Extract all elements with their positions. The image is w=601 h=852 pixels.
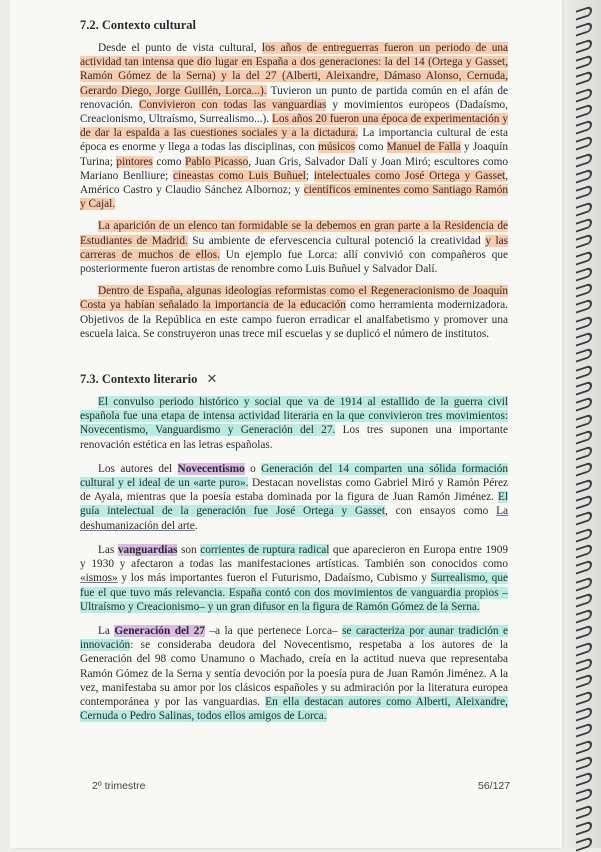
- spiral-coil: [576, 723, 592, 738]
- spiral-coil: [576, 657, 592, 672]
- spiral-coil: [576, 560, 592, 575]
- paragraph: [80, 284, 508, 341]
- spiral-coil: [576, 576, 592, 591]
- text-run: Destacan novelistas como Gabriel Miró y Ramón Pérez de Ayala, mientras que la poesía estaba dominada por la figura de Juan Ramón Jiménez.: [80, 477, 509, 504]
- spiral-coil: [576, 364, 592, 379]
- text-run: y Joaquín Turina;: [80, 141, 508, 168]
- text-run: como: [152, 155, 186, 168]
- teal-highlight: corrientes de ruptura radical: [200, 543, 330, 556]
- spiral-coil: [576, 331, 592, 346]
- spiral-coil: [576, 429, 592, 444]
- spiral-coil: [576, 771, 592, 786]
- spiral-coil: [576, 201, 592, 216]
- paragraph: [80, 395, 508, 452]
- spiral-coil: [576, 5, 592, 20]
- violet-highlight-term: vanguardias: [117, 543, 178, 556]
- teal-highlight: Surrealismo, que fue el que tuvo más relevancia. España contó con dos movimientos de vanguardia propios –Ultraísmo y Creacionismo– y un gran difusor en la figura de Ramón Gómez de la Serna.: [80, 572, 508, 613]
- spiral-coil: [576, 282, 592, 297]
- spiral-coil: [576, 217, 592, 232]
- spiral-coil: [576, 380, 592, 395]
- spiral-coil: [576, 119, 592, 134]
- spiral-coil: [576, 837, 592, 852]
- spiral-coil: [576, 38, 592, 53]
- page-content: [80, 18, 508, 723]
- paragraph: [80, 41, 508, 211]
- spiral-coil: [576, 71, 592, 86]
- footer-page-number: 56/127: [478, 780, 511, 792]
- spiral-coil: [576, 608, 592, 623]
- spiral-coil: [576, 820, 592, 835]
- text-run: .: [194, 519, 198, 532]
- text-run: , con ensayos como: [385, 505, 497, 518]
- text-run: como herramienta modernizadora. Objetivos de la República en este campo fueron erradicar el analfabetismo y promover una escuela laica. Se construyeron unas trece mil escuelas y se duplicó el número de institutos.: [80, 299, 508, 340]
- notebook-page: [10, 0, 562, 848]
- text-run: y movimientos europeos (Dadaísmo, Creacionismo, Ultraísmo, Surrealismo...).: [80, 98, 508, 126]
- spiral-coil: [576, 592, 592, 607]
- violet-highlight-term: Generación del 27: [114, 624, 205, 637]
- orange-highlight: los años de entreguerras fueron un periodo de una actividad tan intensa que dio lugar en España a dos generaciones: la del 14 (Ortega y Gasset, Ramón Gómez de la Serna) y la del 27 (Alberti, Aleixandre, Dámaso Alonso, Cernuda, Gerardo Diego, Jorge Guillén, Lorca...).: [80, 42, 509, 97]
- spiral-coil: [576, 168, 592, 183]
- paragraph: [80, 624, 508, 723]
- text-run: La importancia cultural de esta época es enorme y llega a todas las disciplinas, con: [80, 127, 508, 154]
- spiral-coil: [576, 250, 592, 265]
- teal-highlight: En ella destacan autores como Alberti, Aleixandre, Cernuda o Pedro Salinas, todos ellos amigos de Lorca.: [80, 695, 508, 723]
- spiral-coil: [576, 755, 592, 770]
- text-run: como: [355, 141, 387, 154]
- teal-highlight: El convulso periodo histórico y social que va de 1914 al estallido de la guerra civil española fue una etapa de intensa actividad literaria en la que convivieron tres movimientos: Novecentismo, Vanguardismo y Generación del 27.: [80, 396, 508, 437]
- orange-highlight: científicos eminentes como Santiago Ramón y Cajal.: [80, 184, 508, 211]
- underlined-text: «ismos»: [80, 572, 118, 585]
- text-run: y los más importantes fueron el Futurismo, Dadaísmo, Cubismo y: [117, 572, 431, 585]
- spiral-coil: [576, 87, 592, 102]
- spiral-coil: [576, 136, 592, 151]
- text-run: Su ambiente de efervescencia cultural potenció la creatividad: [187, 234, 486, 247]
- text-run: Los autores del: [98, 462, 178, 475]
- orange-highlight: cineastas como Luis Buñuel: [173, 169, 306, 182]
- orange-highlight: músicos: [318, 141, 356, 154]
- spiral-coil: [576, 641, 592, 656]
- orange-highlight: Los años 20 fueron una época de experimentación y de dar la espalda a las cuestiones sociales y a la dictadura.: [80, 113, 508, 140]
- text-run: La: [98, 624, 115, 637]
- orange-highlight: y las carreras de muchos de ellos.: [80, 234, 508, 261]
- text-run: Los tres suponen una importante renovación estética en las letras españolas.: [80, 424, 509, 451]
- spiral-coil: [576, 413, 592, 428]
- spiral-coil: [576, 690, 592, 705]
- paragraph: [80, 462, 508, 533]
- spiral-coil: [576, 804, 592, 819]
- section-title-text: 7.3. Contexto literario: [80, 372, 198, 387]
- orange-highlight: pintores: [116, 155, 153, 168]
- cross-mark-icon: ✕: [206, 372, 218, 388]
- text-run: que aparecieron en Europa entre 1909 y 1930 y afectaron a todas las manifestaciones artísticas. También son conocidos como: [80, 543, 509, 571]
- spiral-binding: [568, 0, 601, 848]
- text-run: , Juan Gris, Salvador Dalí y Joan Miró; escultores como Mariano Benlliure;: [80, 155, 509, 182]
- orange-highlight: Pablo Picasso: [185, 155, 249, 168]
- violet-highlight-term: Novecentismo: [177, 462, 245, 475]
- text-run: Las: [98, 543, 118, 556]
- spiral-coil: [576, 674, 592, 689]
- spiral-coil: [576, 478, 592, 493]
- spiral-coil: [576, 494, 592, 509]
- teal-highlight: El guía intelectual de la generación fue José Ortega y Gasset: [80, 491, 508, 518]
- spiral-coil: [576, 348, 592, 363]
- spiral-coil: [576, 234, 592, 249]
- spiral-coil: [576, 739, 592, 754]
- spiral-coil: [576, 625, 592, 640]
- text-run: Tuvieron un punto de partida común en el afán de renovación.: [80, 84, 508, 111]
- paragraph: [80, 543, 508, 614]
- orange-highlight: Manuel de Falla: [386, 141, 461, 154]
- spiral-coil: [576, 706, 592, 721]
- spiral-coil: [576, 445, 592, 460]
- text-run: : se consideraba deudora del Novecentismo, respetaba a los autores de la Generación del 98 como Unamuno o Machado, creía en la actitud nueva que representaba Ramón Gómez de la Serna y sentía devoción por la poesía pura de Juan Ramón Jiménez. A la vez, manifestaba su amor por los clásicos españoles y su admiración por la literatura europea contemporánea y por las vanguardias.: [80, 639, 508, 708]
- spiral-coil: [576, 266, 592, 281]
- orange-highlight: intelectuales como José Ortega y Gasset: [313, 169, 506, 182]
- text-run: o: [244, 462, 262, 475]
- spiral-coil: [576, 315, 592, 330]
- spiral-coil: [576, 543, 592, 558]
- teal-highlight: Generación del 14 comparten una sólida formación cultural y el ideal de un «arte puro».: [80, 462, 509, 490]
- text-run: ;: [305, 169, 314, 182]
- footer-trimester: 2º trimestre: [92, 780, 146, 792]
- spiral-coil: [576, 299, 592, 314]
- spiral-coil: [576, 527, 592, 542]
- text-run: , Américo Castro y Claudio Sánchez Albornoz; y: [80, 169, 509, 197]
- orange-highlight: Convivieron con todas las vanguardias: [138, 98, 327, 111]
- teal-highlight: se caracteriza por aunar tradición e innovación: [80, 624, 509, 652]
- section-title-contexto-literario: [80, 372, 508, 387]
- text-run: Un ejemplo fue Lorca: allí convivió con compañeros que posteriormente fueron artistas de renombre como Luis Buñuel y Salvador Dalí.: [80, 248, 509, 276]
- paragraph: [80, 219, 508, 276]
- spiral-coil: [576, 397, 592, 412]
- text-run: –a la que pertenece Lorca–: [204, 624, 343, 637]
- spiral-coil: [576, 54, 592, 69]
- text-run: Desde el punto de vista cultural,: [98, 42, 262, 54]
- spiral-coil: [576, 788, 592, 803]
- orange-highlight: La aparición de un elenco tan formidable se la debemos en gran parte a la Residencia de Estudiantes de Madrid.: [80, 220, 508, 247]
- section-title-contexto-cultural: 7.2. Contexto cultural: [80, 18, 196, 32]
- spiral-coil: [576, 185, 592, 200]
- spiral-coil: [576, 462, 592, 477]
- text-run: son: [177, 543, 201, 556]
- spiral-coil: [576, 511, 592, 526]
- underlined-text: La deshumanización del arte: [80, 505, 508, 532]
- orange-highlight: Dentro de España, algunas ideologías reformistas como el Regeneracionismo de Joaquín Costa ya habían señalado la importancia de la educación: [80, 285, 508, 312]
- spiral-coil: [576, 103, 592, 118]
- spiral-coil: [576, 152, 592, 167]
- spiral-coil: [576, 22, 592, 37]
